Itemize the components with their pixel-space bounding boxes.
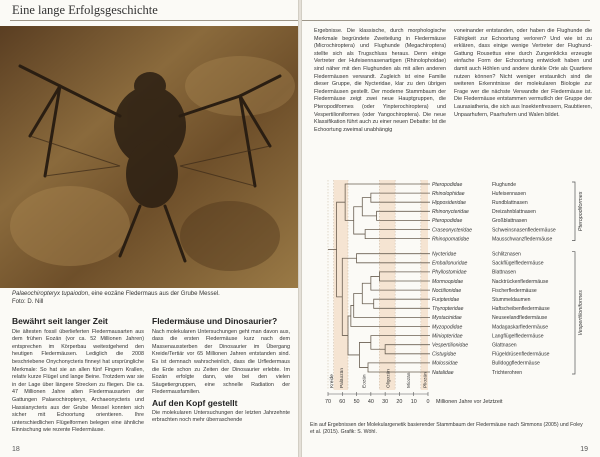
family-german-label: Dreizahnblattnasen — [492, 209, 536, 216]
tree-graphic — [310, 170, 592, 420]
family-german-label: Trichterohren — [492, 369, 523, 376]
body-text: Ergebnisse. Die klassische, durch morphologische Merkmale begründete Zweiteilung in Fledermäuse (Microchiroptera) und Flughunde (Megachiroptera) stellte sich als Trugschluss heraus. Denn einige Vertreter der Hufeisennasenartigen (Rhinolophoidae) sind näher mit den Flughunden als mit allen anderen Fledermäusen verwandt. Zugleich ist eine Familie dieser Gruppe, die Nycteridae, klar zu den übrigen Fledermäusen gestellt. Der moderne Stammbaum der Fledermäuse zeigt zwei neue Hauptgruppen, die Pteropodiformes (oder Yinpterochiroptera) und Vespertilioniformes (oder Yangochiroptera). Die neue Klassifikation führt auch zu einer neuen Debatte: Ist die Echoortung zweimal unabhängig — [314, 28, 446, 133]
pteropodiformes-label: Pteropodiformes — [578, 191, 584, 232]
epoch-band — [334, 180, 348, 390]
left-column-1 — [12, 318, 144, 435]
time-axis-tick-label: 0 — [426, 399, 430, 405]
family-latin-label: Molossidae — [432, 360, 458, 367]
body-text: Die ältesten fossil überlieferten Fledermausarten aus dem frühen Eozän (vor ca. 52 Millionen Jahren) entsprechen im Körperbau weitestgehend den heutigen Fledermäusen. Lediglich die 2008 beschriebene Onychonycteris finneyi hat ursprüngliche Merkmale: So hat sie an allen fünf Fingern Krallen, relativ kurze Flügel und lange Beine. Trotzdem war sie in der Lage über längere Strecken zu fliegen. Die ca. 47 Millionen Jahre alten Fledermausarten der Gattungen Palaeochiropteryx, Archaeonycteris und Hassianycteris aus der Grube Messel konnten sich sicher mit Echoortung orientieren. Ihre unterschiedlichen Flügelformen belegen eine ähnliche Einnischung wie rezente Fledermäuse. — [12, 328, 144, 434]
epoch-label: Miozän — [407, 372, 412, 388]
family-german-label: Bulldoggfledermäuse — [492, 360, 540, 367]
family-german-label: Sackflügelfledermäuse — [492, 260, 544, 267]
tree-branch — [354, 207, 365, 234]
epoch-label: Pliozän — [423, 372, 429, 388]
time-axis-tick-label: 60 — [339, 399, 346, 405]
photo-caption — [12, 291, 292, 306]
section-heading: Fledermäuse und Dinosaurier? — [152, 316, 278, 326]
body-text: Die molekularen Untersuchungen der letzten Jahrzehnte erbrachten noch mehr überraschende — [152, 409, 290, 424]
caption-credit: Foto: D. Nill — [12, 298, 44, 305]
time-axis-tick-label: 40 — [367, 399, 374, 405]
family-latin-label: Miniopteridae — [432, 333, 463, 340]
phylogenetic-tree — [310, 170, 592, 420]
family-latin-label: Noctilionidae — [432, 287, 462, 294]
family-latin-label: Natalidae — [432, 369, 454, 376]
header-rule — [10, 20, 298, 21]
time-axis-tick-label: 70 — [325, 399, 331, 405]
epoch-label: Eozän — [362, 374, 368, 388]
body-text: Nach molekularen Untersuchungen geht man davon aus, dass die ersten Fledermäuse kurz nach dem Massenaussterben der Dinosaurier im Übergang Kreide/Tertiär vor 65 Millionen Jahren entstanden sind. Es ist demnach wahrscheinlich, dass die Urfledermaus die Erde schon zu Zeiten der Dinosaurier erlebte. Im Eozän erfolgte dann, wie bei den vielen Säugetiergruppen, eine schnelle Radiation der Fledermausfamilien. — [152, 328, 290, 396]
family-latin-label: Mormoopidae — [432, 278, 464, 285]
epoch-label: Oligozän — [386, 369, 392, 388]
family-german-label: Rundblattnasen — [492, 200, 528, 206]
left-page — [0, 0, 298, 457]
vespertilioniformes-label: Vespertilioniformes — [578, 290, 584, 336]
time-axis-tick-label: 30 — [382, 399, 389, 405]
family-latin-label: Phyllostomidae — [432, 269, 467, 276]
family-latin-label: Thyropteridae — [432, 306, 464, 313]
left-column-2 — [152, 318, 290, 425]
time-axis-label: Millionen Jahre vor Jetztzeit — [436, 399, 503, 405]
family-latin-label: Furipteridae — [432, 297, 460, 303]
fossil-image — [0, 26, 298, 288]
family-german-label: Mausschwanzfledermäuse — [492, 236, 553, 243]
page-number: 18 — [12, 446, 20, 453]
caption-species: Palaeochiropteryx tupaiodon — [12, 291, 89, 297]
tree-branch — [362, 198, 376, 216]
family-latin-label: Rhinonycteridae — [432, 209, 469, 216]
family-latin-label: Emballonuridae — [432, 260, 468, 267]
family-german-label: Stummeldaumen — [492, 297, 531, 303]
family-latin-label: Rhinopomatidae — [432, 236, 470, 243]
family-latin-label: Pteropodidae — [432, 218, 463, 225]
time-axis-tick-label: 20 — [396, 399, 403, 405]
tree-branch — [362, 283, 373, 303]
family-german-label: Haftscheibenfledermäuse — [492, 306, 550, 313]
family-latin-label: Hipposideridae — [432, 200, 466, 206]
family-german-label: Hufeisennasen — [492, 190, 526, 197]
time-axis-tick-label: 50 — [353, 399, 360, 405]
family-german-label: Neuseelandfledermäuse — [492, 315, 548, 322]
family-latin-label: Mystacinidae — [432, 315, 462, 322]
family-german-label: Nacktrückenfledermäuse — [492, 278, 549, 285]
time-axis-tick-label: 10 — [410, 399, 417, 405]
section-heading: Bewährt seit langer Zeit — [12, 316, 108, 326]
tree-branch — [365, 230, 430, 239]
page-title: Eine lange Erfolgsgeschichte — [12, 3, 158, 17]
epoch-label: Kreide — [329, 374, 335, 388]
right-column-1 — [314, 28, 446, 134]
fossil-photo — [0, 26, 298, 288]
family-german-label: Blattnasen — [492, 269, 517, 276]
pteropodiformes-brace — [572, 182, 575, 241]
right-column-2 — [454, 28, 592, 119]
vespertilioniformes-brace — [572, 252, 575, 374]
family-german-label: Langflügelfledermäuse — [492, 333, 544, 340]
family-latin-label: Cistugidae — [432, 351, 457, 358]
family-latin-label: Craseonycteridae — [432, 227, 472, 234]
right-page — [302, 0, 600, 457]
family-german-label: Schlitznasen — [492, 251, 521, 258]
family-german-label: Glattnasen — [492, 342, 517, 349]
section-heading: Auf den Kopf gestellt — [152, 397, 238, 408]
family-german-label: Schweinsnasenfledermäuse — [492, 227, 556, 234]
family-latin-label: Myzopodidae — [432, 324, 463, 331]
family-latin-label: Rhinolophidae — [432, 190, 465, 197]
family-german-label: Flügeldrüsenfledermäuse — [492, 351, 550, 358]
tree-branch — [348, 316, 359, 355]
family-latin-label: Vespertilionidae — [432, 342, 469, 349]
page-number: 19 — [580, 446, 588, 453]
epoch-label: Paläozän — [339, 367, 345, 388]
family-latin-label: Nycteridae — [432, 251, 457, 258]
family-german-label: Großblattnasen — [492, 218, 528, 225]
family-german-label: Madagaskarfledermäuse — [492, 324, 549, 331]
caption-text: , eine eozäne Fledermaus aus der Grube Messel. — [88, 291, 220, 297]
family-german-label: Flughunde — [492, 181, 517, 188]
family-german-label: Fischerfledermäuse — [492, 287, 537, 294]
tree-branch — [359, 342, 370, 367]
body-text: voneinander entstanden, oder haben die Flughunde die Fähigkeit zur Echoortung verloren? Und wie ist zu erklären, dass einige wenige Vertreter der Flughund-Gattung Rousettus eine durch Zungenklicks erzeugte einfache Form der Echoortung entwickelt haben und damit auch Höhlen und andere dunkle Orte als Quartiere nutzen können? Nicht weniger erstaunlich sind die weiteren Erkenntnisse der molekularen Biologie zur Frage wer die nächste Verwandte der Fledermäuse ist. Die Fledermäuse entstammen vermutlich der Gruppe der Laurasiatheria, die sich aus Insektenfressern, Raubtieren, Unpaarhufern, Paarhufern und Walen bildet. — [454, 28, 592, 118]
tree-caption: Ein auf Ergebnissen der Molekulargenetik basierender Stammbaum der Fledermäuse nach Simmons (2005) und Foley et al. (2015). Grafik: S. Wöhl. — [310, 422, 583, 435]
header-rule — [302, 20, 590, 21]
family-latin-label: Pteropodidae — [432, 181, 463, 188]
